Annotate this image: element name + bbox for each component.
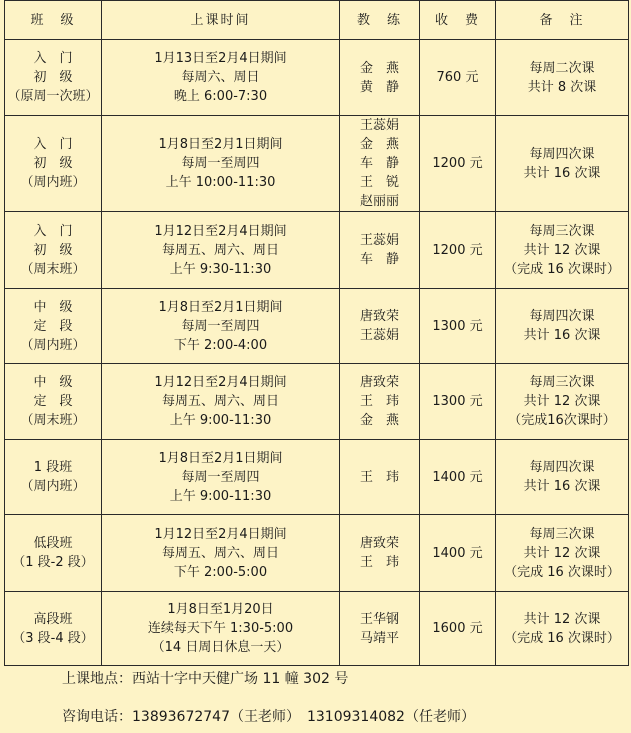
coach-line: 王 玮: [359, 469, 399, 485]
class-line: （原周一次班）: [7, 89, 99, 104]
header-note: 备 注: [496, 1, 629, 40]
time-line: 1月8日至2月1日期间: [158, 137, 283, 152]
cell-coach: [340, 40, 420, 116]
cell-fee: 1400 元: [420, 440, 496, 515]
cell-note: [496, 364, 629, 440]
header-time: 上课时间: [102, 1, 340, 40]
class-line: 初 级: [33, 70, 73, 85]
coach-line: 王蕊娟: [359, 233, 399, 248]
note-line: 共计 8 次课: [527, 79, 597, 95]
note-line: 共计 12 次课: [523, 611, 601, 627]
coach-line: 唐致荣: [359, 375, 399, 390]
cell-coach: [340, 592, 420, 666]
coach-line: 王 玮: [359, 555, 399, 570]
time-line: 1月12日至2月4日期间: [154, 223, 287, 239]
time-line: 每周五、周六、周日: [161, 394, 279, 409]
note-line: 每周三次课: [529, 223, 595, 239]
table-header-row: [5, 1, 629, 40]
coach-line: 王蕊娟: [359, 328, 399, 343]
class-line: 低段班: [33, 536, 73, 551]
class-line: （周内班）: [20, 479, 86, 494]
note-line: 每周四次课: [529, 146, 595, 162]
contact-phone: 咨询电话：13893672747（王老师） 13109314082（任老师）: [62, 709, 475, 725]
table-row: [5, 515, 629, 592]
cell-note: [496, 116, 629, 212]
class-line: 入 门: [33, 51, 73, 66]
time-line: 1月12日至2月4日期间: [154, 375, 287, 390]
note-line: 每周二次课: [529, 60, 595, 76]
note-line: 共计 16 次课: [523, 165, 601, 181]
table-row: [5, 440, 629, 515]
cell-note: [496, 289, 629, 364]
time-line: 每周六、周日: [181, 70, 260, 85]
time-line: 上午 9:00-11:30: [169, 488, 272, 504]
header-coach: 教 练: [340, 1, 420, 40]
time-line: 1月8日至2月1日期间: [158, 299, 283, 315]
coach-line: 王 玮: [359, 394, 399, 409]
class-line: （1 段-2 段）: [12, 555, 94, 570]
cell-note: [496, 212, 629, 289]
coach-line: 唐致荣: [359, 536, 399, 551]
cell-coach: [340, 364, 420, 440]
cell-coach: [340, 212, 420, 289]
time-line: 连续每天下午 1:30-5:00: [147, 621, 294, 636]
coach-line: 赵丽丽: [359, 194, 399, 209]
time-line: 1月12日至2月4日期间: [154, 526, 287, 542]
cell-time: [102, 440, 340, 515]
cell-fee: 1300 元: [420, 364, 496, 440]
cell-class: [5, 515, 102, 592]
time-line: 下午 2:00-4:00: [173, 337, 268, 353]
note-line: （完成16次课时）: [508, 413, 616, 428]
cell-note: [496, 440, 629, 515]
cell-time: [102, 592, 340, 666]
note-line: 共计 12 次课: [523, 242, 601, 258]
note-line: 每周四次课: [529, 309, 595, 324]
class-line: 入 门: [33, 223, 73, 239]
cell-fee: 1400 元: [420, 515, 496, 592]
time-line: 每周五、周六、周日: [161, 545, 279, 561]
note-line: 共计 12 次课: [523, 394, 601, 409]
note-line: （完成 16 次课时）: [504, 564, 620, 580]
time-line: 上午 9:30-11:30: [169, 261, 272, 277]
coach-line: 金 燕: [359, 137, 399, 152]
class-line: 初 级: [33, 242, 73, 258]
note-line: 每周三次课: [529, 375, 595, 390]
cell-fee: 1300 元: [420, 289, 496, 364]
class-line: 初 级: [33, 156, 73, 171]
cell-note: [496, 592, 629, 666]
cell-coach: [340, 116, 420, 212]
note-line: 共计 16 次课: [523, 479, 601, 494]
coach-line: 王 锐: [359, 175, 399, 190]
class-line: 高段班: [33, 611, 73, 627]
cell-coach: [340, 289, 420, 364]
time-line: 每周一至周四: [181, 469, 260, 485]
class-schedule-table: [4, 0, 629, 666]
table-row: [5, 364, 629, 440]
coach-line: 金 燕: [359, 413, 399, 428]
class-line: （周末班）: [20, 261, 86, 277]
cell-time: [102, 364, 340, 440]
cell-class: [5, 592, 102, 666]
note-line: （完成 16 次课时）: [504, 630, 620, 646]
time-line: 下午 2:00-5:00: [173, 564, 268, 580]
table-body: [5, 40, 629, 666]
coach-line: 王蕊娟: [359, 118, 399, 133]
cell-class: [5, 212, 102, 289]
coach-line: 黄 静: [359, 79, 399, 95]
note-line: 共计 16 次课: [523, 328, 601, 343]
cell-fee: 1600 元: [420, 592, 496, 666]
cell-class: [5, 289, 102, 364]
cell-time: [102, 40, 340, 116]
class-line: 入 门: [33, 137, 73, 152]
cell-class: [5, 40, 102, 116]
cell-note: [496, 40, 629, 116]
header-fee: 收 费: [420, 1, 496, 40]
time-line: 1月13日至2月4日期间: [154, 51, 287, 66]
table-row: [5, 289, 629, 364]
table-row: [5, 116, 629, 212]
table-row: [5, 40, 629, 116]
time-line: （14 日周日休息一天）: [151, 640, 290, 655]
note-line: 每周三次课: [529, 526, 595, 542]
table-row: [5, 592, 629, 666]
cell-time: [102, 116, 340, 212]
class-line: 中 级: [33, 299, 73, 315]
cell-time: [102, 212, 340, 289]
time-line: 1月8日至2月1日期间: [158, 450, 283, 466]
coach-line: 金 燕: [359, 60, 399, 76]
table-row: [5, 212, 629, 289]
cell-fee: 760 元: [420, 40, 496, 116]
header-class: 班 级: [5, 1, 102, 40]
cell-class: [5, 440, 102, 515]
time-line: 1月8日至1月20日: [167, 602, 274, 617]
coach-line: 车 静: [359, 156, 399, 171]
time-line: 每周一至周四: [181, 318, 260, 334]
cell-fee: 1200 元: [420, 212, 496, 289]
time-line: 每周五、周六、周日: [161, 242, 279, 258]
class-line: （3 段-4 段）: [12, 630, 94, 646]
time-line: 每周一至周四: [181, 156, 260, 171]
time-line: 上午 10:00-11:30: [165, 175, 276, 190]
class-line: （周末班）: [20, 413, 86, 428]
note-line: 每周四次课: [529, 460, 595, 475]
cell-class: [5, 116, 102, 212]
cell-fee: 1200 元: [420, 116, 496, 212]
time-line: 上午 9:00-11:30: [169, 413, 272, 428]
coach-line: 车 静: [359, 252, 399, 267]
class-line: 1 段班: [33, 460, 73, 475]
note-line: （完成 16 次课时）: [504, 261, 620, 277]
cell-class: [5, 364, 102, 440]
note-line: 共计 12 次课: [523, 545, 601, 561]
class-line: （周内班）: [20, 337, 86, 353]
cell-note: [496, 515, 629, 592]
class-line: 定 段: [33, 394, 73, 409]
class-line: 定 段: [33, 318, 73, 334]
cell-coach: [340, 515, 420, 592]
coach-line: 唐致荣: [359, 309, 399, 324]
cell-time: [102, 515, 340, 592]
coach-line: 王华钢: [359, 611, 399, 627]
class-line: 中 级: [33, 375, 73, 390]
coach-line: 马靖平: [359, 630, 399, 646]
class-line: （周内班）: [20, 175, 86, 190]
cell-coach: [340, 440, 420, 515]
time-line: 晚上 6:00-7:30: [173, 89, 268, 104]
cell-time: [102, 289, 340, 364]
class-location: 上课地点：西站十字中天健广场 11 幢 302 号: [62, 671, 349, 687]
